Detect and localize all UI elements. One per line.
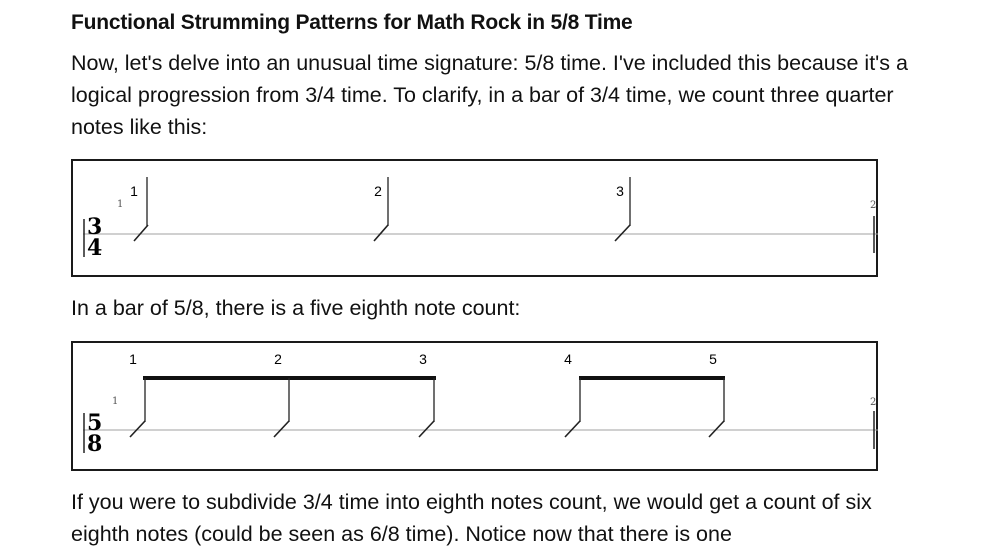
time-signature-numerator: 5 (87, 410, 103, 436)
eighth-count: 3 (419, 351, 427, 367)
slash-notehead (130, 421, 145, 437)
next-bar-number: 2 (870, 200, 877, 211)
beat-count: 2 (374, 183, 382, 199)
slash-notehead (565, 421, 580, 437)
intro-paragraph: Now, let's delve into an unusual time signature: 5/8 time. I've included this because it's a logical progression from 3/4 time. To clarify, in a bar of 3/4 time, we count three quarter notes like this: (71, 51, 908, 139)
slash-notehead (615, 225, 630, 241)
notation-3-4 (71, 159, 878, 277)
eighth-count: 4 (564, 351, 572, 367)
eighth-count: 5 (709, 351, 717, 367)
five-eight-paragraph: In a bar of 5/8, there is a five eighth note count: (71, 296, 521, 320)
time-signature-denominator: 8 (87, 431, 103, 457)
slash-notehead (709, 421, 724, 437)
notation-5-8 (71, 341, 878, 471)
eighth-count: 1 (129, 351, 137, 367)
slash-notehead (374, 225, 388, 241)
time-signature-denominator: 4 (87, 235, 103, 261)
bar-number: 1 (112, 396, 119, 407)
beat-3 (615, 177, 630, 241)
slash-notehead (419, 421, 434, 437)
bar-number: 1 (117, 199, 124, 210)
eighth-count: 2 (274, 351, 282, 367)
beam (579, 376, 725, 380)
section-title: Functional Strumming Patterns for Math Rock in 5/8 Time (71, 11, 633, 34)
time-signature-numerator: 3 (87, 214, 103, 240)
beat-count: 1 (130, 183, 138, 199)
slash-notehead (274, 421, 289, 437)
next-bar-number: 2 (870, 397, 877, 408)
beat-1 (130, 177, 148, 241)
subdivide-paragraph: If you were to subdivide 3/4 time into eighth notes count, we would get a count of six eighth notes (could be seen as 6/8 time). Notice now that there is one (71, 490, 872, 546)
beat-count: 3 (616, 183, 624, 199)
beat-2 (374, 177, 388, 241)
slash-notehead (134, 225, 148, 241)
